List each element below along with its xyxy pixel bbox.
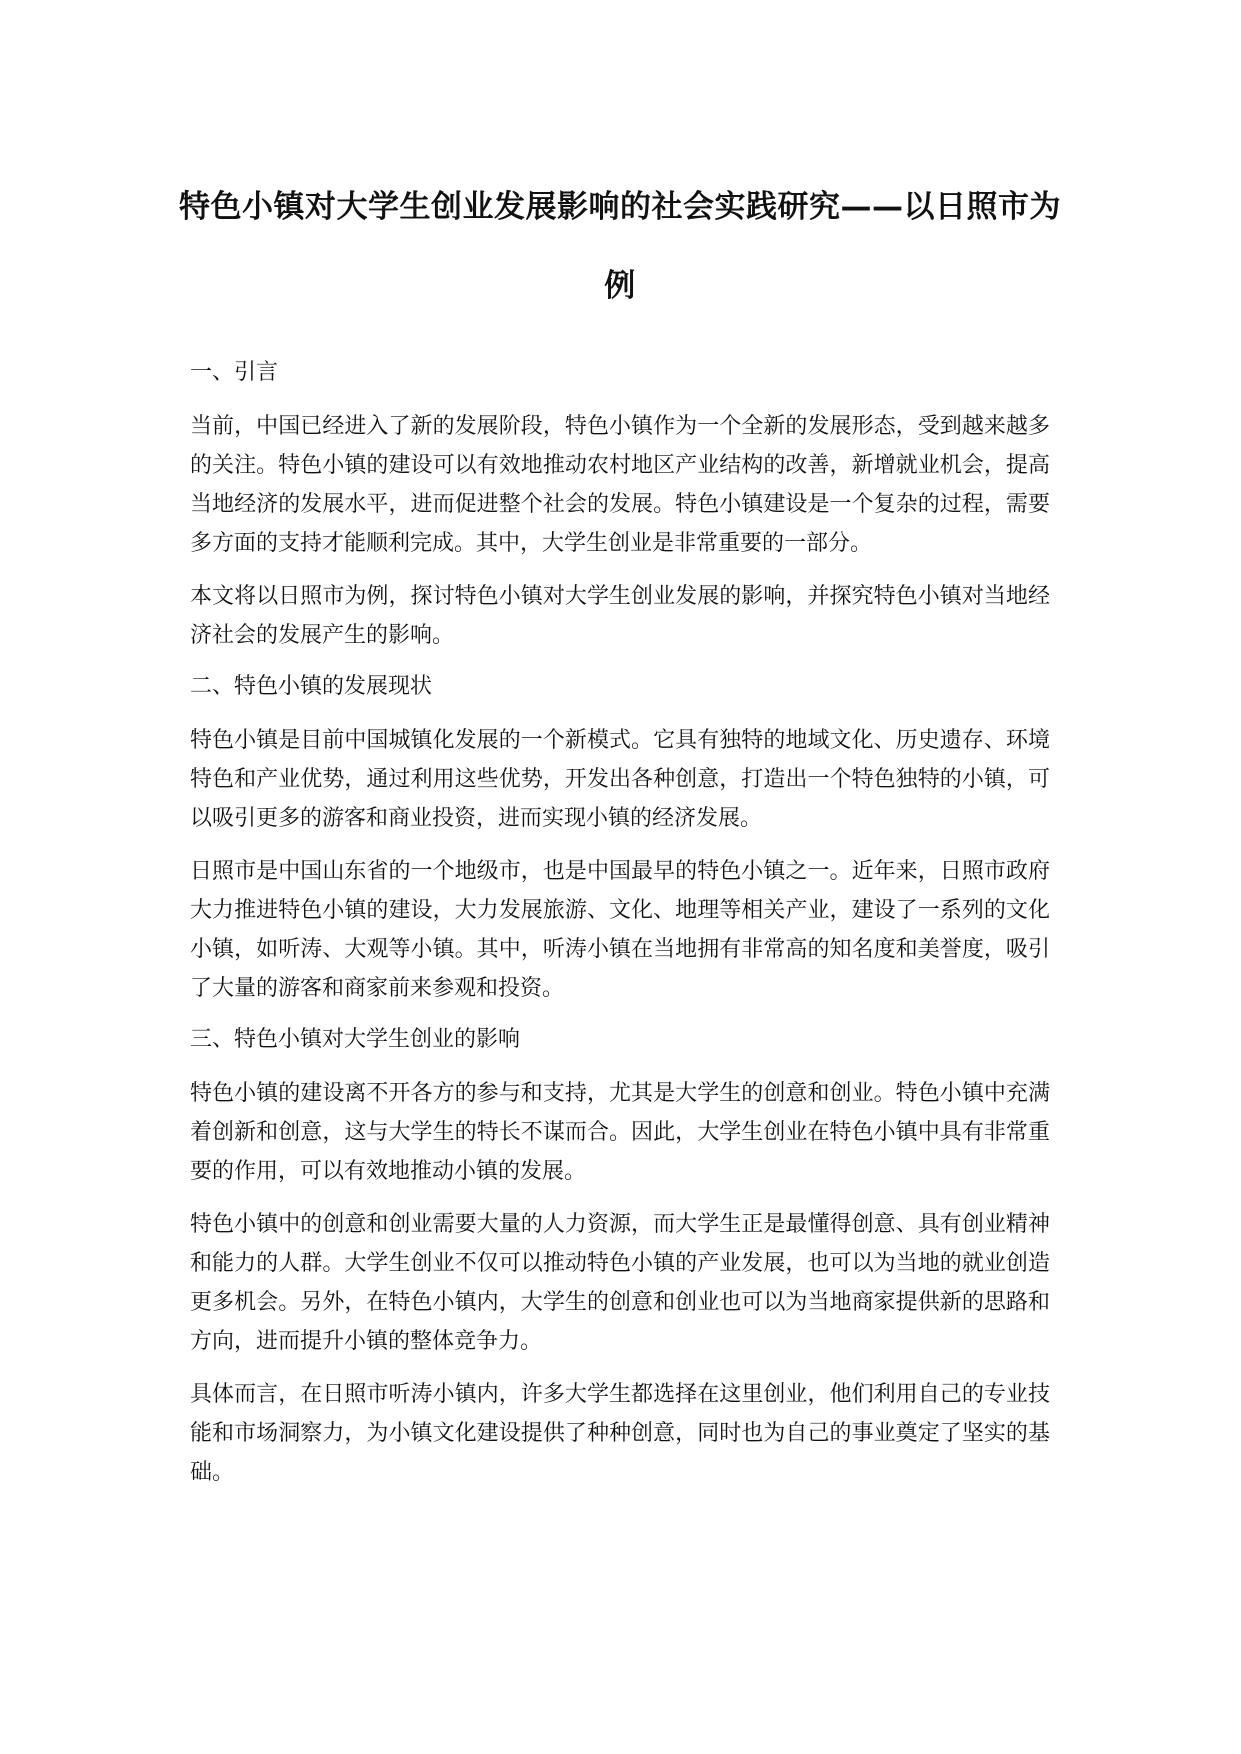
paragraph: 特色小镇是目前中国城镇化发展的一个新模式。它具有独特的地域文化、历史遗存、环境特色和产业优势，通过利用这些优势，开发出各种创意，打造出一个特色独特的小镇，可以吸引更多的游客和商业投资，进而实现小镇的经济发展。 [190,728,1050,831]
paragraph: 具体而言，在日照市听涛小镇内，许多大学生都选择在这里创业，他们利用自己的专业技能和市场洞察力，为小镇文化建设提供了种种创意，同时也为自己的事业奠定了坚实的基础。 [190,1382,1050,1485]
section-heading-development-status: 二、特色小镇的发展现状 [190,674,433,699]
document-title: 特色小镇对大学生创业发展影响的社会实践研究——以日照市为例 [179,189,1061,304]
section-heading-introduction: 一、引言 [190,360,279,385]
paragraph: 日照市是中国山东省的一个地级市，也是中国最早的特色小镇之一。近年来，日照市政府大力推进特色小镇的建设，大力发展旅游、文化、地理等相关产业，建设了一系列的文化小镇，如听涛、大观等小镇。其中，听涛小镇在当地拥有非常高的知名度和美誉度，吸引了大量的游客和商家前来参观和投资。 [190,859,1050,1001]
section-heading-impact-on-entrepreneurship: 三、特色小镇对大学生创业的影响 [190,1027,521,1052]
paragraph: 特色小镇的建设离不开各方的参与和支持，尤其是大学生的创意和创业。特色小镇中充满着创新和创意，这与大学生的特长不谋而合。因此，大学生创业在特色小镇中具有非常重要的作用，可以有效地推动小镇的发展。 [190,1081,1050,1184]
paragraph: 当前，中国已经进入了新的发展阶段，特色小镇作为一个全新的发展形态，受到越来越多的关注。特色小镇的建设可以有效地推动农村地区产业结构的改善，新增就业机会，提高当地经济的发展水平，进而促进整个社会的发展。特色小镇建设是一个复杂的过程，需要多方面的支持才能顺利完成。其中，大学生创业是非常重要的一部分。 [190,414,1050,556]
document-body [190,355,1050,1506]
paragraph: 本文将以日照市为例，探讨特色小镇对大学生创业发展的影响，并探究特色小镇对当地经济社会的发展产生的影响。 [190,584,1050,648]
paragraph: 特色小镇中的创意和创业需要大量的人力资源，而大学生正是最懂得创意、具有创业精神和能力的人群。大学生创业不仅可以推动特色小镇的产业发展，也可以为当地的就业创造更多机会。另外，在特色小镇内，大学生的创意和创业也可以为当地商家提供新的思路和方向，进而提升小镇的整体竞争力。 [190,1212,1050,1354]
